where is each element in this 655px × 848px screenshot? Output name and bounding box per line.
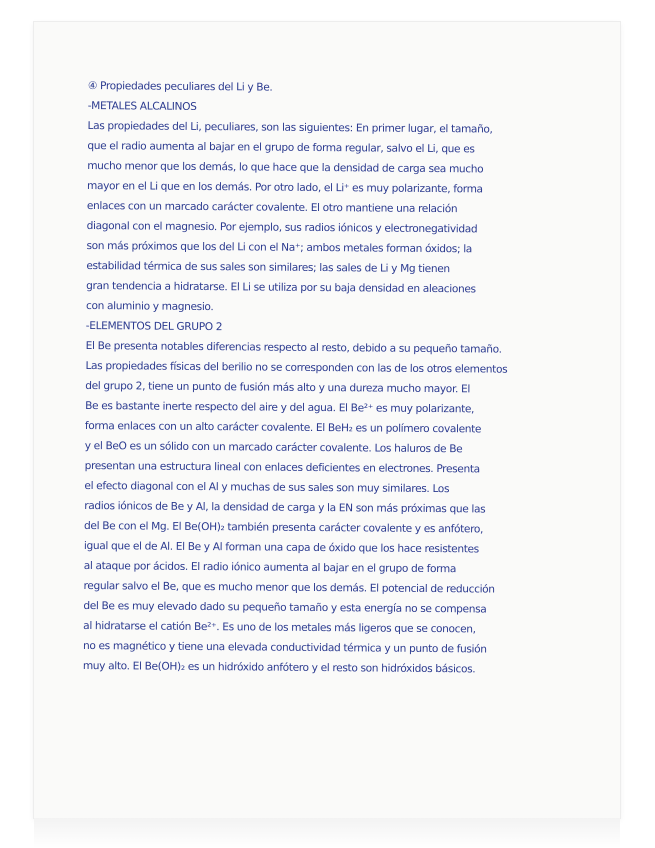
text-line: gran tendencia a hidratarse. El Li se utiliza por su baja densidad en aleaciones — [86, 279, 476, 296]
text-line: igual que el de Al. El Be y Al forman una capa de óxido que los hace resistentes — [83, 539, 479, 556]
text-line: El Be presenta notables diferencias respecto al resto, debido a su pequeño tamaño. — [85, 339, 502, 356]
section-heading-group-2: -ELEMENTOS DEL GRUPO 2 — [85, 319, 223, 334]
text-line: del Be con el Mg. El Be(OH)₂ también presenta carácter covalente y es anfótero, — [84, 519, 484, 536]
handwritten-notes — [83, 76, 588, 680]
paper-shadow — [34, 818, 620, 848]
text-line: regular salvo el Be, que es mucho menor que los demás. El potencial de reducción — [83, 579, 495, 596]
text-line: forma enlaces con un alto carácter covalente. El BeH₂ es un polímero covalente — [84, 419, 482, 436]
text-line: mayor en el Li que en los demás. Por otro lado, el Li⁺ es muy polarizante, forma — [86, 179, 483, 196]
text-line: al hidratarse el catión Be²⁺. Es uno de los metales más ligeros que se conocen, — [83, 619, 476, 636]
text-line: no es magnético y tiene una elevada conductividad térmica y un punto de fusión — [82, 639, 487, 656]
text-line: radios iónicos de Be y Al, la densidad de carga y la EN son más próximas que las — [84, 499, 486, 516]
text-line: del Be es muy elevado dado su pequeño tamaño y esta energía no se compensa — [83, 599, 487, 616]
text-line: diagonal con el magnesio. Por ejemplo, sus radios iónicos y electronegatividad — [86, 219, 478, 236]
text-line: son más próximos que los del Li con el Na⁺; ambos metales forman óxidos; la — [86, 239, 473, 256]
text-line: Las propiedades del Li, peculiares, son las siguientes: En primer lugar, el tamaño, — [87, 119, 493, 136]
section-heading-alkali-metals: -METALES ALCALINOS — [87, 99, 197, 113]
text-line: mucho menor que los demás, lo que hace que la densidad de carga sea mucho — [87, 159, 484, 176]
text-line: presentan una estructura lineal con enlaces deficientes en electrones. Presenta — [84, 459, 480, 476]
text-line: con aluminio y magnesio. — [85, 299, 214, 314]
text-line: muy alto. El Be(OH)₂ es un hidróxido anfótero y el resto son hidróxidos básicos. — [82, 659, 476, 676]
text-line: al ataque por ácidos. El radio iónico aumenta al bajar en el grupo de forma — [83, 559, 457, 576]
text-line: y el BeO es un sólido con un marcado carácter covalente. Los haluros de Be — [84, 439, 463, 456]
text-line: que el radio aumenta al bajar en el grupo de forma regular, salvo el Li, que es — [87, 139, 475, 156]
text-line: enlaces con un marcado carácter covalente. El otro mantiene una relación — [86, 199, 458, 216]
text-line: del grupo 2, tiene un punto de fusión más alto y una dureza mucho mayor. El — [85, 379, 471, 396]
text-line: Be es bastante inerte respecto del aire y del agua. El Be²⁺ es muy polarizante, — [85, 399, 475, 416]
text-line: el efecto diagonal con el Al y muchas de sus sales son muy similares. Los — [84, 479, 450, 496]
text-line: estabilidad térmica de sus sales son similares; las sales de Li y Mg tienen — [86, 259, 450, 276]
text-line: Las propiedades físicas del berilio no se corresponden con las de los otros elementos — [85, 359, 508, 376]
note-title: ④ Propiedades peculiares del Li y Be. — [87, 79, 273, 94]
